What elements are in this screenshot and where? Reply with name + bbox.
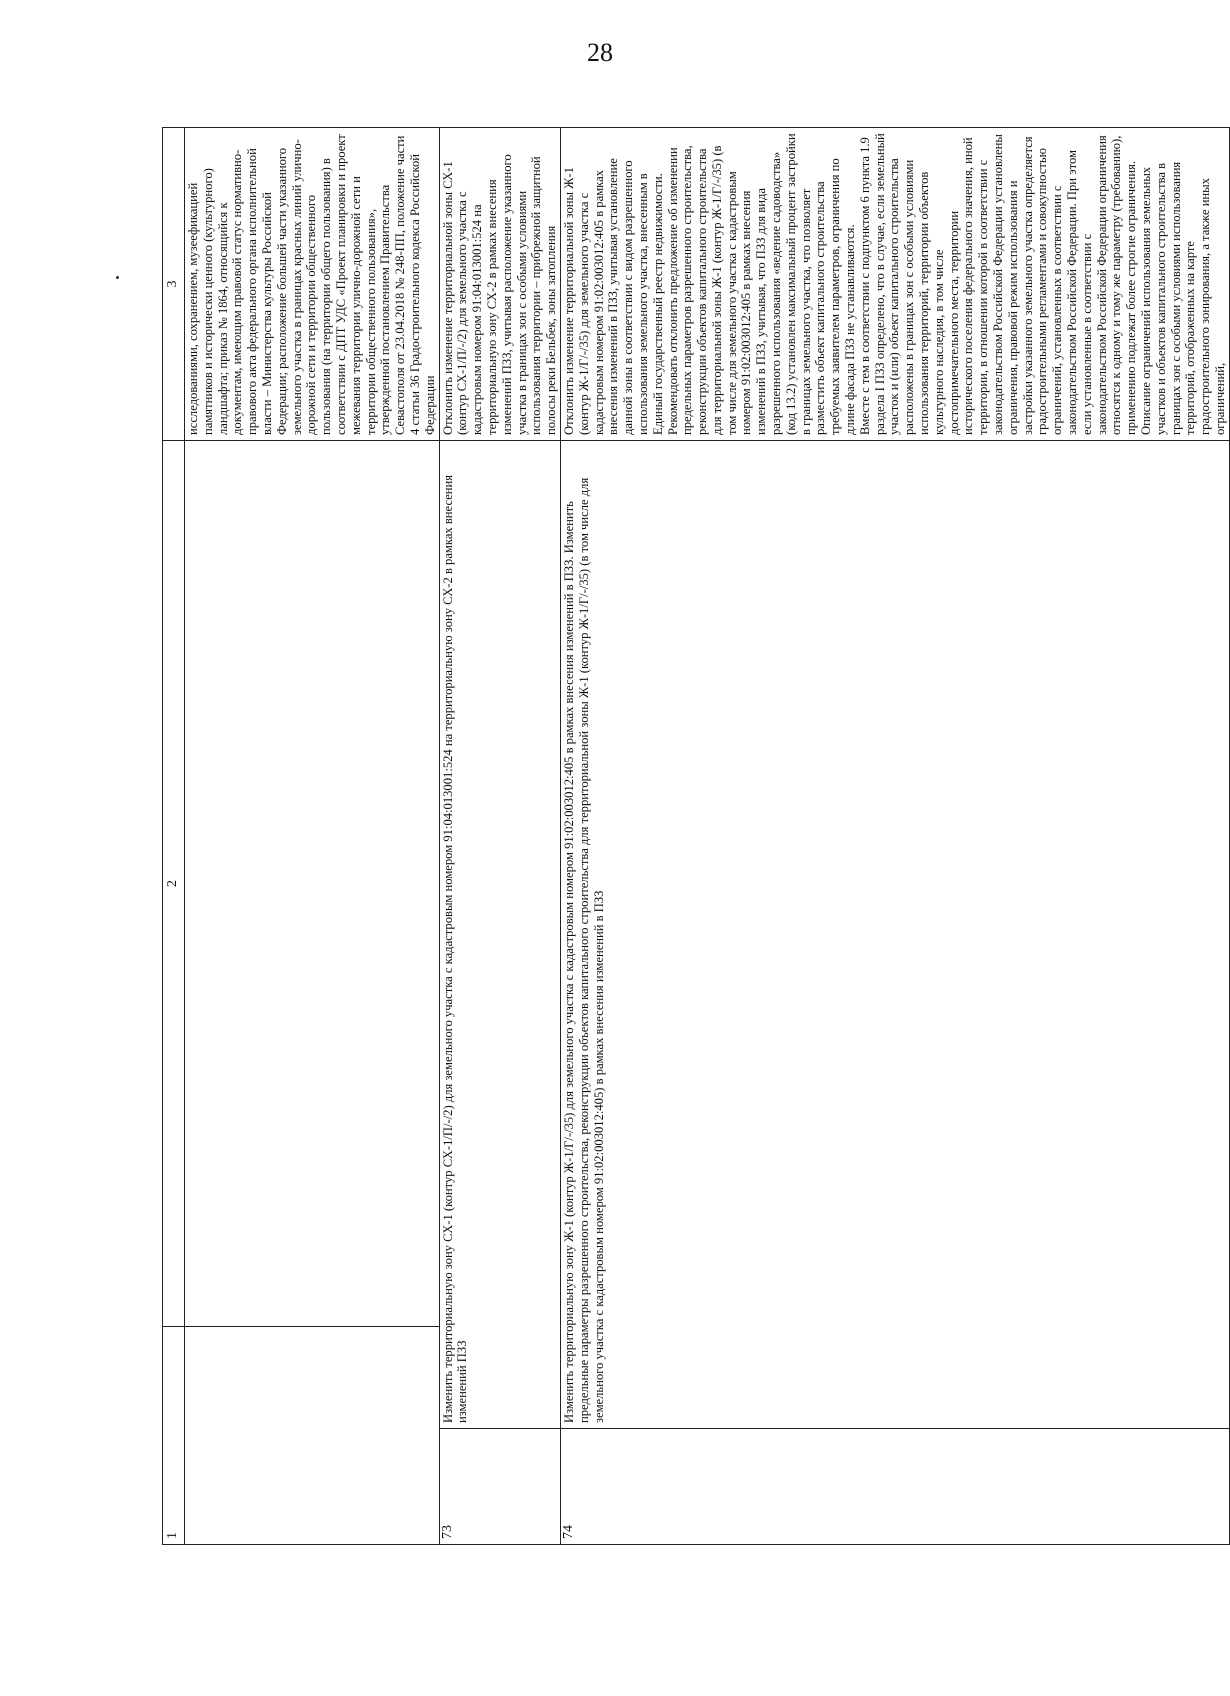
page-number: 28 <box>587 38 613 67</box>
continuation-decision-cell <box>185 128 440 441</box>
decision-paragraph: Вместе с тем в соответствии с подпунктом 6 пункта 1.9 раздела I ПЗЗ определено, что в случае, если земельный участок и (или) объект капитального строительства расположены в границах зон с особыми условиями использования территорий, территории объектов культурного наследия, в том числе достопримечательного места, территории исторического поселения федерального значения, иной территории, в отношении которой в соответствии с законодательством Российской Федерации установлены ограничения, правовой режим использования и застройки указанного земельного участка определяется градостроительными регламентами и совокупностью ограничений, установленных в соответствии с законодательством Российской Федерации. При этом если установленные в соответствии с законодательством Российской Федерации ограничения относятся к одному и тому же параметру (требованию), применению подлежат более строгие ограничения. Описание ограничений использования земельных участков и объектов капитального строительства в границах зон с особыми условиями использования территорий, отображенных на карте градостроительного зонирования, а также иных ограничений, <box>857 133 1227 435</box>
row-decision <box>560 128 1229 441</box>
row-number: 74 <box>560 1429 1229 1545</box>
decisions-table <box>162 127 1230 1545</box>
row-proposal: Изменить территориальную зону СХ-1 (контур СХ-1/П/-/2) для земельного участка с кадастровым номером 91:04:013001:524 на территориальную зону СХ-2 в рамках внесения изменений ПЗЗ <box>439 441 560 1429</box>
header-col-3: 3 <box>163 128 185 441</box>
row-decision <box>439 128 560 441</box>
continuation-text: исследованиями, сохранением, музеефикацией памятников и исторически ценного (культурного) ландшафта; приказ № 1864, относящийся к документам, имеющим правовой статус нормативно-правового акта федерального органа исполнительной власти – Министерства культуры Российской Федерации; расположение большей части указанного земельного участка в границах красных линий улично-дорожной сети и территории общественного пользования (на территории общего пользования) в соответствии с ДПТ УДС «Проект планировки и проект межевания территории улично-дорожной сети и территории общественного пользования», утвержденной постановлением Правительства Севастополя от 23.04.2018 № 248-ПП, положение части 4 статьи 36 Градостроительного кодекса Российской Федерации <box>186 134 437 435</box>
decision-paragraph: Рекомендовать отклонить предложение об изменении предельных параметров разрешенного строительства, реконструкции объектов капитального строительства для территориальной зоны Ж-1 (контур Ж-1/Г/-/35) (в том числе для земельного участка с кадастровым номером 91:02:003012:405 в рамках внесения изменений в ПЗЗ, учитывая, что ПЗЗ для вида разрешенного использования «ведение садоводства» (код 13.2) установлен максимальный процент застройки в границах земельного участка, что позволяет разместить объект капитального строительства требуемых заявителем параметров, ограничения по длине фасада ПЗЗ не устанавливаются. <box>665 133 858 435</box>
continuation-num-cell <box>185 1327 440 1545</box>
scan-speck <box>116 276 119 279</box>
table-header-row <box>163 128 185 1545</box>
row-number: 73 <box>439 1429 560 1545</box>
table-row <box>560 128 1229 1545</box>
table-row-continuation <box>185 128 440 1545</box>
decision-paragraph: Отклонить изменение территориальной зоны Ж-1 (контур Ж-1/Г/-/35) для земельного участка с кадастровым номером 91:02:003012:405 в рамках внесения изменений в ПЗЗ, учитывая установление данной зоны в соответствии с видом разрешенного использования земельного участка, внесенным в Единый государственный реестр недвижимости. <box>561 158 665 435</box>
row-proposal: Изменить территориальную зону Ж-1 (контур Ж-1/Г/-/35) для земельного участка с кадастровым номером 91:02:003012:405 в рамках внесения изменений в ПЗЗ. Изменить предельные параметры разрешенного строительства, реконструкции объектов капитального строительства для территориальной зоны Ж-1 (контур Ж-1/Г/-/35) (в том числе для земельного участка с кадастровым номером 91:02:003012:405) в рамках внесения изменений в ПЗЗ <box>560 441 1229 1429</box>
decision-paragraph: Отклонить изменение территориальной зоны СХ-1 (контур СХ-1/П/-/2) для земельного участка с кадастровым номером 91:04:013001:524 на территориальную зону СХ-2 в рамках внесения изменений ПЗЗ, учитывая расположение указанного участка в границах зон с особыми условиями использования территории – прибрежной защитной полосы реки Бельбек, зоны затопления <box>440 154 559 435</box>
table-row <box>439 128 560 1545</box>
continuation-proposal-cell <box>185 441 440 1327</box>
header-col-1: 1 <box>163 1327 185 1545</box>
header-col-2: 2 <box>163 441 185 1327</box>
rotated-table-container <box>162 128 1227 1545</box>
